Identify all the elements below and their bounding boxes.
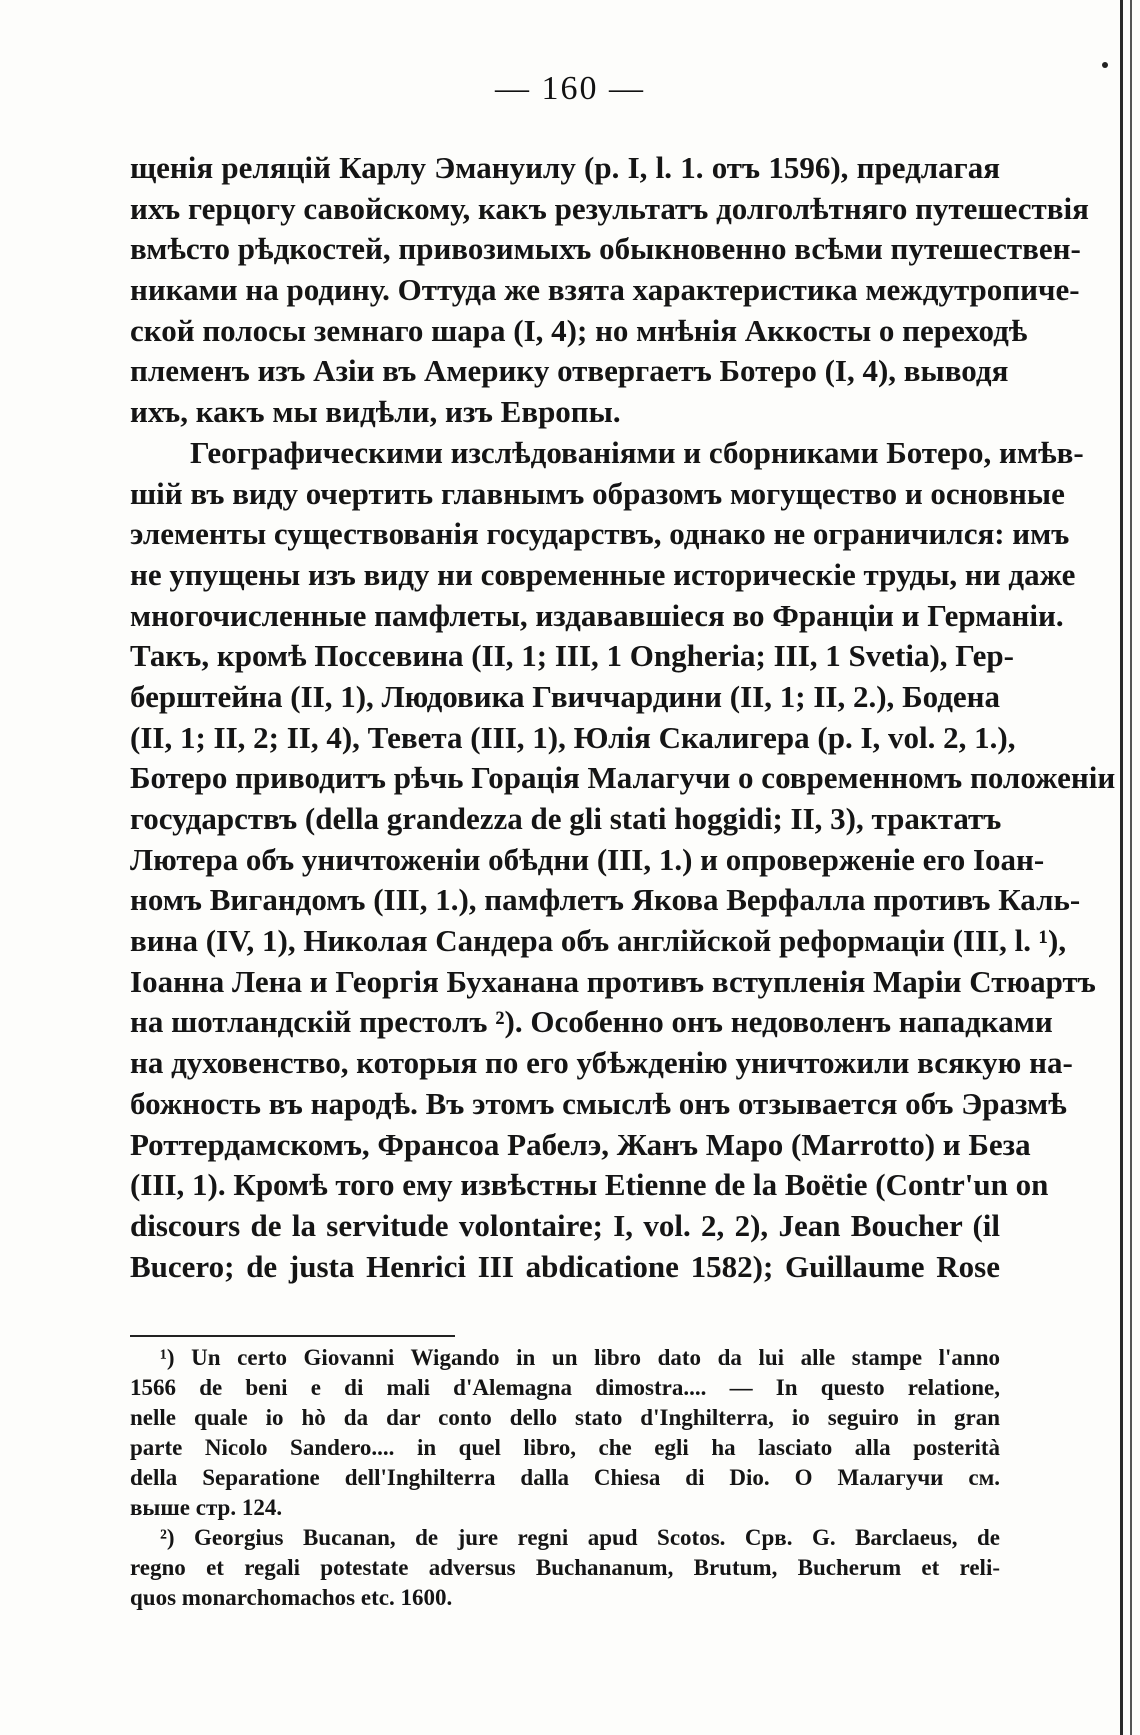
main-text xyxy=(130,148,1116,1287)
footnote-line: quos monarchomachos etc. 1600. xyxy=(130,1585,453,1610)
scan-edge-line-secondary xyxy=(1130,0,1132,1735)
text-line: государствъ (della grandezza de gli stati hoggidi; II, 3), трактатъ xyxy=(130,801,1002,836)
text-line: вмѣсто рѣдкостей, привозимыхъ обыкновенно всѣми путешествен- xyxy=(130,231,1081,267)
footnote-separator xyxy=(130,1335,455,1337)
text-line: щенія реляцій Карлу Эмануилу (p. I, l. 1. отъ 1596), предлагая xyxy=(130,150,1000,185)
text-line: discours de la servitude volontaire; I, vol. 2, 2), Jean Boucher (il xyxy=(130,1207,1000,1243)
text-line: божность въ народѣ. Въ этомъ смыслѣ онъ отзывается объ Эразмѣ xyxy=(130,1085,1067,1121)
text-line: Роттердамскомъ, Франсоа Рабелэ, Жанъ Маро (Marrotto) и Беза xyxy=(130,1126,1031,1162)
text-line: на духовенство, которыя по его убѣжденію уничтожили всякую на- xyxy=(130,1045,1073,1081)
text-line: ской полосы земнаго шара (I, 4); но мнѣнія Аккосты о переходѣ xyxy=(130,312,1028,348)
text-line: племенъ изъ Азіи въ Америку отвергаетъ Ботеро (I, 4), выводя xyxy=(130,353,1009,389)
footnote-line: выше стр. 124. xyxy=(130,1495,283,1520)
text-line: Лютера объ уничтоженіи обѣдни (III, 1.) и опроверженіе его Іоан- xyxy=(130,841,1045,877)
footnotes xyxy=(130,1343,1000,1613)
scan-edge-line xyxy=(1120,0,1123,1735)
text-line: шій въ виду очертить главнымъ образомъ могущество и основные xyxy=(130,475,1065,511)
footnote-line: regno et regali potestate adversus Buchananum, Brutum, Bucherum et reli- xyxy=(130,1555,1000,1580)
footnote-line: della Separatione dell'Inghilterra dalla Chiesa di Dio. О Малагучи см. xyxy=(130,1465,1000,1490)
text-line: номъ Вигандомъ (III, 1.), памфлетъ Якова Верфалла противъ Каль- xyxy=(130,882,1081,918)
footnote-line: nelle quale io hò da dar conto dello stato d'Inghilterra, io seguiro in gran xyxy=(130,1405,1000,1430)
footnote-line: ¹) Un certo Giovanni Wigando in un libro dato da lui alle stampe l'anno xyxy=(160,1345,1000,1370)
text-line: берштейна (II, 1), Людовика Гвиччардини (II, 1; II, 2.), Бодена xyxy=(130,678,1000,714)
text-line: Іоанна Лена и Георгія Буханана противъ вступленія Маріи Стюартъ xyxy=(130,963,1096,999)
text-line: Bucero; de justa Henrici III abdicatione 1582); Guillaume Rose xyxy=(130,1248,1000,1284)
text-line: Географическими изслѣдованіями и сборниками Ботеро, имѣв- xyxy=(190,434,1084,470)
page-number: — 160 — xyxy=(495,70,645,107)
footnote-line: ²) Georgius Bucanan, de jure regni apud Scotos. Срв. G. Barclaeus, de xyxy=(160,1525,1000,1550)
text-line: элементы существованія государствъ, однако не ограничился: имъ xyxy=(130,516,1070,552)
text-line: ихъ герцогу савойскому, какъ результатъ долголѣтняго путешествія xyxy=(130,190,1089,226)
text-line: никами на родину. Оттуда же взята характеристика междутропиче- xyxy=(130,272,1080,308)
footnote-line: parte Nicolo Sandero.... in quel libro, che egli ha lasciato alla posterità xyxy=(130,1435,1000,1460)
text-line: Такъ, кромѣ Поссевина (II, 1; III, 1 Ongheria; III, 1 Svetia), Гер- xyxy=(130,638,1014,674)
text-line: многочисленные памфлеты, издававшіеся во Франціи и Германіи. xyxy=(130,597,1064,633)
text-line: Ботеро приводитъ рѣчь Горація Малагучи о современномъ положеніи xyxy=(130,760,1116,796)
text-line: (III, 1). Кромѣ того ему извѣстны Etienne de la Boëtie (Contr'un on xyxy=(130,1167,1049,1203)
text-line: вина (IV, 1), Николая Сандера объ англійской реформаціи (III, l. ¹), xyxy=(130,923,1067,959)
ink-speck xyxy=(1102,62,1108,68)
footnote-line: 1566 de beni e di mali d'Alemagna dimostra.... — In questo relatione, xyxy=(130,1375,1000,1400)
text-line: на шотландскій престолъ ²). Особенно онъ недоволенъ нападками xyxy=(130,1004,1053,1040)
text-line: не упущены изъ виду ни современные историческіе труды, ни даже xyxy=(130,556,1076,592)
text-line: ихъ, какъ мы видѣли, изъ Европы. xyxy=(130,394,621,430)
text-line: (II, 1; II, 2; II, 4), Тевета (III, 1), Юлія Скалигера (p. I, vol. 2, 1.), xyxy=(130,719,1016,755)
